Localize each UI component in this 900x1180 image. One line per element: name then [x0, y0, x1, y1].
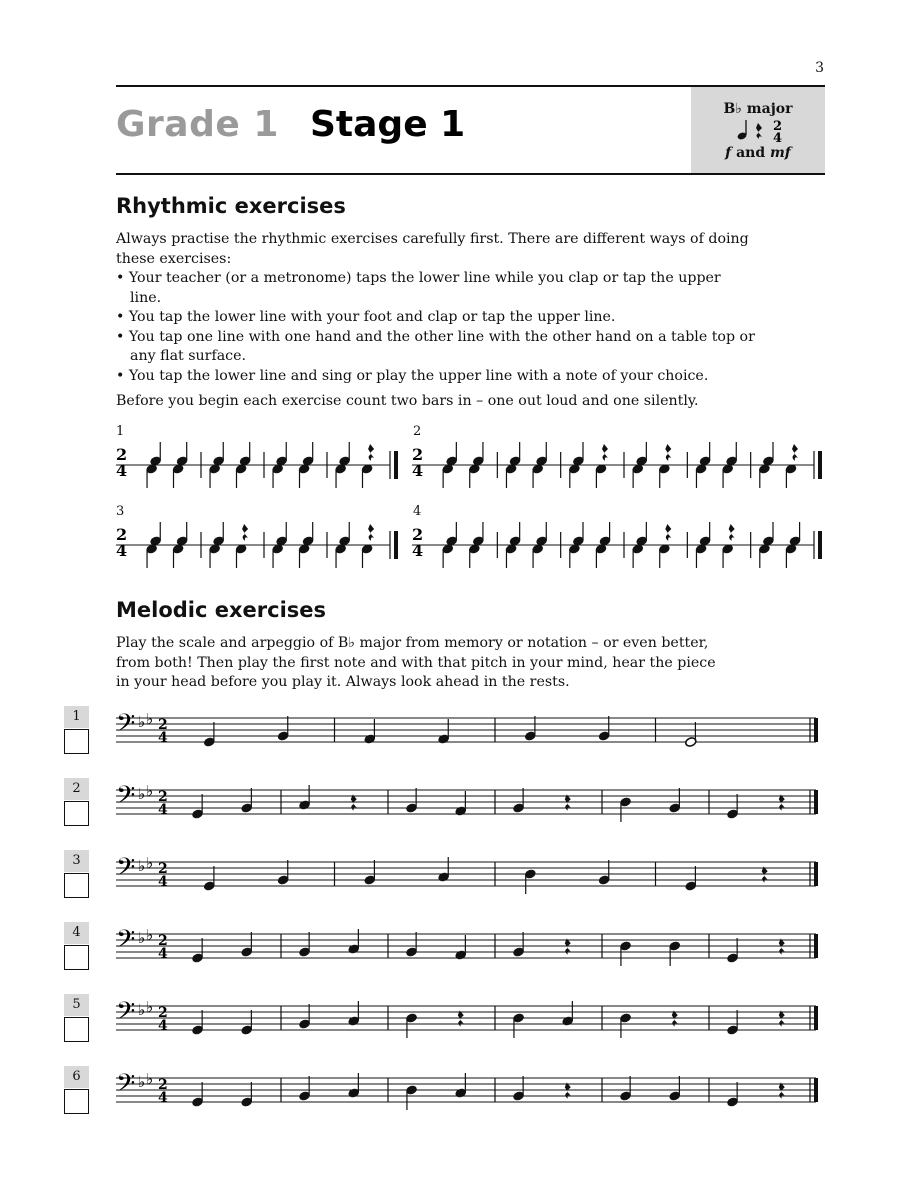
final-bar-thick — [814, 1006, 818, 1030]
final-bar-thick — [394, 451, 398, 479]
flat-sign-e: ♭ — [146, 926, 154, 944]
flat-sign-b: ♭ — [138, 1001, 146, 1019]
bass-clef: 𝄢 — [116, 925, 136, 960]
final-bar-thick — [814, 934, 818, 958]
rhythmic-intro: Always practise the rhythmic exercises carefully first. There are different ways of doing these exercises: — [116, 231, 749, 267]
final-bar-thick — [818, 451, 822, 479]
count-in-text: Before you begin each exercise count two bars in – one out loud and one silently. — [116, 393, 699, 409]
practice-checkbox[interactable] — [64, 945, 89, 970]
flat-sign-e: ♭ — [146, 854, 154, 872]
stage-title: Stage 1 — [310, 104, 466, 145]
time-signature-top: 2 — [158, 861, 168, 877]
bass-clef: 𝄢 — [116, 709, 136, 744]
rest — [729, 524, 735, 541]
practice-checkbox[interactable] — [64, 801, 89, 826]
rhythm-exercise-number: 2 — [413, 424, 422, 439]
melodic-exercise-number: 4 — [64, 922, 89, 944]
melodic-staff — [114, 1060, 826, 1120]
rhythmic-bullet: • You tap one line with one hand and the other line with the other hand on a table top or any flat surface. — [116, 328, 755, 364]
time-signature-top: 2 — [158, 933, 168, 949]
time-signature-bottom: 4 — [116, 541, 128, 560]
flat-sign-e: ♭ — [146, 998, 154, 1016]
flat-sign-b: ♭ — [138, 785, 146, 803]
time-signature-bottom: 4 — [158, 802, 168, 818]
time-signature-top: 2 — [158, 789, 168, 805]
bass-clef: 𝄢 — [116, 853, 136, 888]
melodic-heading: Melodic exercises — [116, 598, 327, 622]
rhythm-exercise-number: 4 — [413, 504, 422, 519]
melodic-exercise-number: 5 — [64, 994, 89, 1016]
time-signature-bottom: 4 — [412, 461, 424, 480]
flat-sign-e: ♭ — [146, 1070, 154, 1088]
rest — [602, 444, 608, 461]
melodic-exercise-marker — [64, 922, 89, 970]
melodic-staff — [114, 844, 826, 904]
grade-title: Grade 1 — [116, 104, 279, 145]
header-bottom-rule — [116, 173, 825, 175]
melodic-staff — [114, 700, 826, 760]
page-number: 3 — [815, 60, 824, 76]
dynamic-and: and — [736, 145, 766, 161]
quarter-note-and-rest-icon — [718, 117, 798, 146]
rhythmic-heading: Rhythmic exercises — [116, 194, 346, 218]
rhythm-exercise-score — [114, 440, 404, 490]
time-signature-top: 2 — [158, 717, 168, 733]
melodic-exercise-marker — [64, 706, 89, 754]
melodic-exercise-number: 6 — [64, 1066, 89, 1088]
rest — [368, 444, 374, 461]
melodic-exercise-number: 3 — [64, 850, 89, 872]
dynamic-forte: f — [725, 145, 732, 161]
rhythmic-bullet: • You tap the lower line and sing or play the upper line with a note of your choice. — [116, 367, 709, 384]
practice-checkbox[interactable] — [64, 873, 89, 898]
time-signature-bottom: 4 — [158, 730, 168, 746]
rhythm-exercise-number: 3 — [116, 504, 125, 519]
rest — [242, 524, 248, 541]
time-signature-bottom: 4 — [116, 461, 128, 480]
time-signature-bottom: 4 — [158, 874, 168, 890]
rhythmic-bullet-list — [116, 269, 756, 386]
key-time-sig-top: 2 — [773, 119, 783, 134]
time-signature-top: 2 — [116, 445, 128, 464]
rhythm-exercise-score — [410, 440, 828, 490]
dynamics-label — [691, 145, 825, 161]
rhythmic-bullet: • You tap the lower line with your foot and clap or tap the upper line. — [116, 309, 616, 325]
melodic-staff — [114, 988, 826, 1048]
time-signature-top: 2 — [412, 525, 424, 544]
time-signature-bottom: 4 — [158, 946, 168, 962]
final-bar-thick — [814, 862, 818, 886]
rhythm-exercise-number: 1 — [116, 424, 125, 439]
final-bar-thick — [814, 718, 818, 742]
key-label: B♭ major — [723, 101, 793, 117]
dynamic-mezzo-forte: mf — [769, 145, 791, 161]
practice-checkbox[interactable] — [64, 1017, 89, 1042]
melodic-exercise-number: 2 — [64, 778, 89, 800]
rhythmic-instructions — [116, 230, 756, 412]
rest — [792, 444, 798, 461]
final-bar-thick — [814, 1078, 818, 1102]
time-signature-bottom: 4 — [158, 1090, 168, 1106]
flat-sign-b: ♭ — [138, 1073, 146, 1091]
rest — [665, 444, 671, 461]
rhythm-exercise-score — [114, 520, 404, 570]
melodic-exercise-marker — [64, 994, 89, 1042]
melodic-intro: Play the scale and arpeggio of B♭ major from memory or notation – or even better, from both! Then play the first note and with that pitch in your mind, hear the piece in your head before you play it. Always look ahead in the rests. — [116, 635, 716, 690]
melodic-staff — [114, 772, 826, 832]
time-signature-top: 2 — [158, 1077, 168, 1093]
key-time-sig-bottom: 4 — [773, 131, 783, 146]
time-signature-top: 2 — [116, 525, 128, 544]
melodic-exercise-number: 1 — [64, 706, 89, 728]
time-signature-top: 2 — [158, 1005, 168, 1021]
melodic-exercise-marker — [64, 850, 89, 898]
bass-clef: 𝄢 — [116, 1069, 136, 1104]
flat-sign-b: ♭ — [138, 929, 146, 947]
melodic-staff — [114, 916, 826, 976]
bass-clef: 𝄢 — [116, 781, 136, 816]
melodic-exercise-marker — [64, 778, 89, 826]
time-signature-bottom: 4 — [158, 1018, 168, 1034]
time-signature-top: 2 — [412, 445, 424, 464]
flat-sign-b: ♭ — [138, 713, 146, 731]
time-signature-bottom: 4 — [412, 541, 424, 560]
rhythm-exercise-score — [410, 520, 828, 570]
final-bar-thick — [394, 531, 398, 559]
flat-sign-b: ♭ — [138, 857, 146, 875]
flat-sign-e: ♭ — [146, 782, 154, 800]
practice-checkbox[interactable] — [64, 1089, 89, 1114]
practice-checkbox[interactable] — [64, 729, 89, 754]
rest — [368, 524, 374, 541]
rest — [665, 524, 671, 541]
melodic-exercise-marker — [64, 1066, 89, 1114]
final-bar-thick — [814, 790, 818, 814]
key-summary-box — [691, 87, 825, 173]
rhythmic-bullet: • Your teacher (or a metronome) taps the lower line while you clap or tap the upper line. — [116, 270, 721, 306]
bass-clef: 𝄢 — [116, 997, 136, 1032]
flat-sign-e: ♭ — [146, 710, 154, 728]
final-bar-thick — [818, 531, 822, 559]
